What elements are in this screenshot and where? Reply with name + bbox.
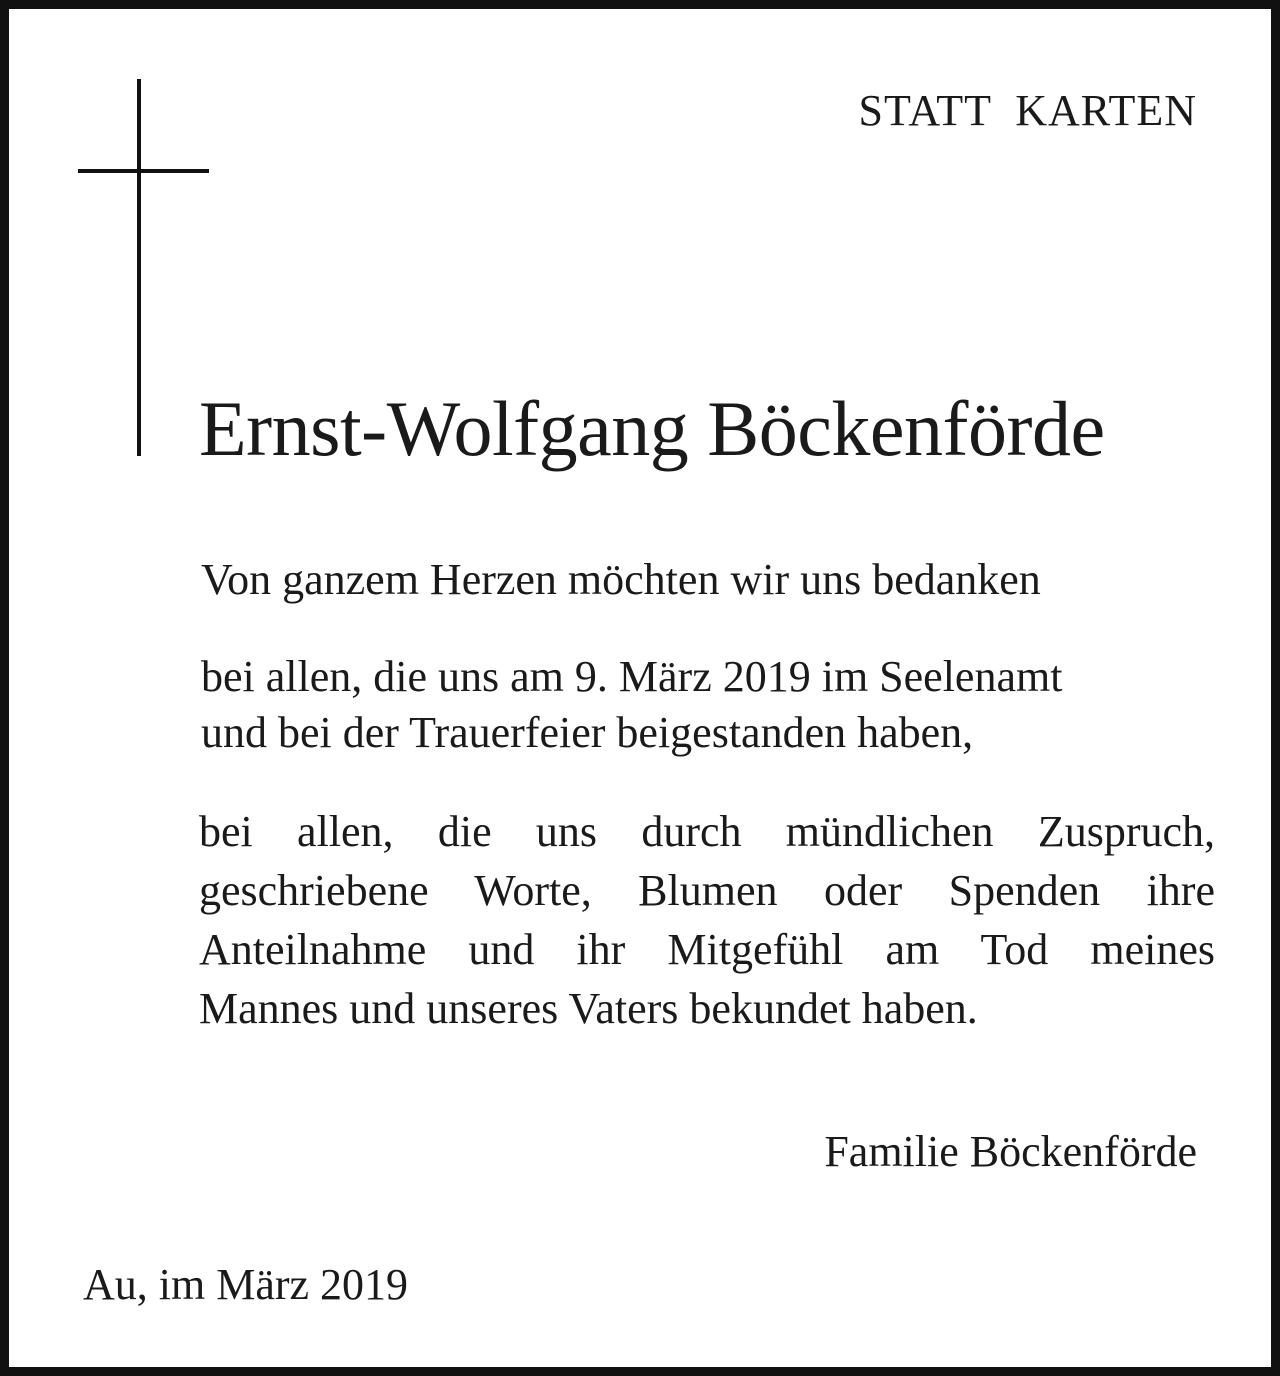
paragraph-line: Anteilnahme und ihr Mitgefühl am Tod meines [199, 925, 1215, 974]
header-label: STATT KARTEN [858, 86, 1197, 135]
thank-you-paragraph-2 [199, 802, 1215, 1038]
paragraph-line: Mannes und unseres Vaters bekundet haben. [199, 984, 978, 1033]
thank-you-intro: Von ganzem Herzen möchten wir uns bedanken [201, 555, 1041, 604]
deceased-name: Ernst-Wolfgang Böckenförde [199, 385, 1105, 472]
cross-horizontal-bar [78, 169, 209, 173]
place-date: Au, im März 2019 [83, 1260, 409, 1309]
paragraph-line: und bei der Trauerfeier beigestanden haben, [201, 708, 974, 757]
paragraph-line: geschriebene Worte, Blumen oder Spenden ihre [199, 866, 1215, 915]
thank-you-paragraph-1 [201, 649, 1062, 761]
signature: Familie Böckenförde [824, 1127, 1197, 1176]
paragraph-line: bei allen, die uns am 9. März 2019 im Seelenamt [201, 652, 1063, 701]
paragraph-line: bei allen, die uns durch mündlichen Zuspruch, [199, 807, 1215, 856]
cross-vertical-bar [137, 79, 141, 456]
